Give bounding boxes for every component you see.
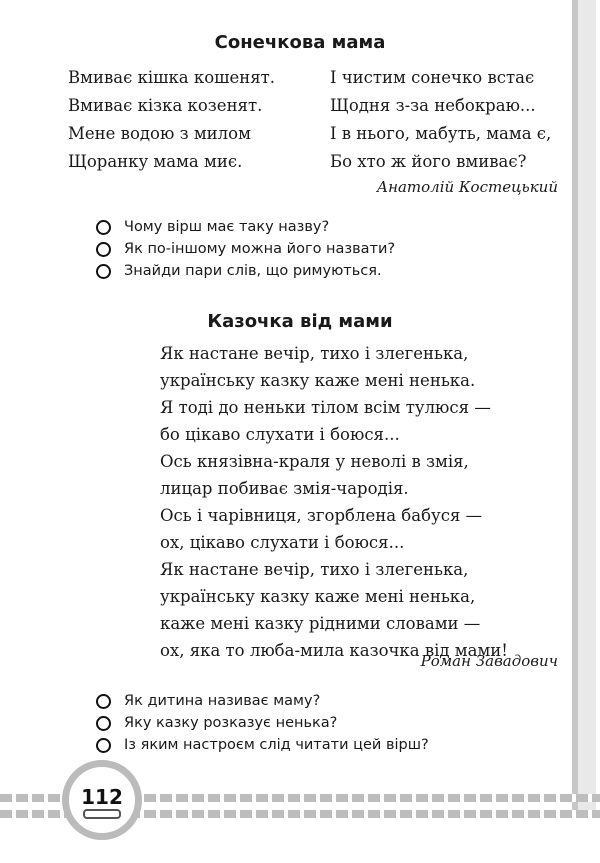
- ring-bullet-icon: [96, 220, 111, 235]
- poem-line: лицар побиває змія-чародія.: [160, 479, 409, 498]
- poem-line: Я тоді до неньки тілом всім тулюся —: [160, 398, 491, 417]
- poem-line: Вмиває кізка козенят.: [68, 96, 263, 115]
- poem-line: Щоранку мама миє.: [68, 152, 243, 171]
- question-item: [96, 260, 395, 282]
- poem-line: І в нього, мабуть, мама є,: [330, 124, 552, 143]
- question-text: Чому вірш має таку назву?: [124, 219, 330, 235]
- poem-line: Ось і чарівниця, згорблена бабуся —: [160, 506, 483, 525]
- poem1-left-stanza: [68, 64, 275, 176]
- poem-line: Як настане вечір, тихо і злегенька,: [160, 344, 469, 363]
- poem-line: ох, цікаво слухати і боюся...: [160, 533, 405, 552]
- poem1-right-stanza: [330, 64, 551, 176]
- question-item: [96, 734, 429, 756]
- page-number: 112: [81, 785, 123, 809]
- page-number-badge: [62, 760, 142, 840]
- poem1-author: Анатолій Костецький: [376, 178, 558, 196]
- poem-line: ох, яка то люба-мила казочка від мами!: [160, 641, 508, 660]
- page-edge-rail: [572, 0, 600, 812]
- question-text: Як по-іншому можна його назвати?: [124, 241, 396, 257]
- questions2-list: [96, 690, 429, 756]
- badge-clip-icon: [83, 809, 121, 819]
- poem-line: бо цікаво слухати і боюся...: [160, 425, 400, 444]
- question-item: [96, 690, 429, 712]
- question-text: Як дитина називає маму?: [124, 693, 321, 709]
- questions1-list: [96, 216, 395, 282]
- ring-bullet-icon: [96, 242, 111, 257]
- question-text: Яку казку розказує ненька?: [124, 715, 338, 731]
- poem-line: українську казку каже мені ненька.: [160, 371, 476, 390]
- poem-line: Мене водою з милом: [68, 124, 251, 143]
- ring-bullet-icon: [96, 264, 111, 279]
- poem-line: каже мені казку рідними словами —: [160, 614, 481, 633]
- poem-line: Вмиває кішка кошенят.: [68, 68, 276, 87]
- poem-line: українську казку каже мені ненька,: [160, 587, 476, 606]
- ring-bullet-icon: [96, 738, 111, 753]
- poem1-title: Сонечкова мама: [214, 32, 386, 53]
- question-item: [96, 238, 395, 260]
- ring-bullet-icon: [96, 694, 111, 709]
- poem-line: І чистим сонечко встає: [330, 68, 535, 87]
- poem-line: Щодня з-за небокраю...: [330, 96, 536, 115]
- poem2-body: [160, 340, 508, 664]
- question-text: Із яким настроєм слід читати цей вірш?: [124, 737, 429, 753]
- poem2-title: Казочка від мами: [207, 311, 393, 332]
- poem-line: Бо хто ж його вмиває?: [330, 152, 527, 171]
- poem-line: Як настане вечір, тихо і злегенька,: [160, 560, 469, 579]
- poem-line: Ось князівна-краля у неволі в змія,: [160, 452, 469, 471]
- question-item: [96, 216, 395, 238]
- ring-bullet-icon: [96, 716, 111, 731]
- poem2-author: Роман Завадович: [420, 652, 558, 670]
- question-text: Знайди пари слів, що римуються.: [124, 263, 382, 279]
- question-item: [96, 712, 429, 734]
